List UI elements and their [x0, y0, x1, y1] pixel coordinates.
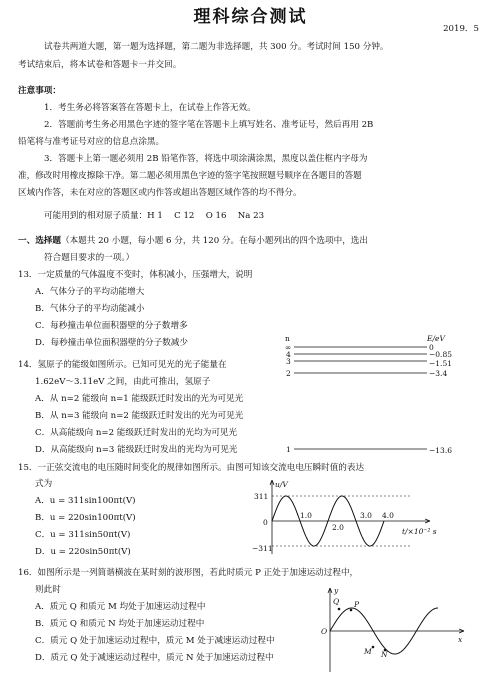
point-m-label: M [364, 647, 372, 656]
level-inf [285, 343, 434, 352]
level-n: 3 [286, 357, 291, 366]
q16-stem-1: 16．如图所示是一列简谐横波在某时刻的波形图，若此时质元 P 正处于加速运动过程中， [18, 568, 359, 578]
t-axis-label: t/×10⁻² s [402, 527, 437, 536]
q16-option-d[interactable]: D．质元 Q 处于减速运动过程中，质元 N 处于加速运动过程中 [35, 653, 274, 663]
tick-label: 1.0 [300, 511, 312, 520]
q16-stem-2: 则此时 [35, 585, 61, 595]
level-4 [286, 350, 452, 359]
q14-option-b[interactable]: B．从 n=3 能级向 n=2 能级跃迁时发出的光为可见光 [35, 411, 244, 421]
point-q-marker [338, 608, 341, 611]
diagram-e-label: E/eV [427, 334, 445, 343]
q15-option-c[interactable]: C．u = 311sin50πt(V) [35, 530, 131, 540]
notice-item-2b: 铅笔将与准考证号对应的信息点涂黑。 [18, 137, 165, 147]
notice-item-3b: 准，修改时用橡皮擦除干净。第二题必须用黑色字迹的签字笔按照题号顺序在各题目的答题 [18, 171, 362, 181]
notice-item-1: 1．考生务必将答案答在答题卡上，在试卷上作答无效。 [44, 103, 256, 113]
q15-option-d[interactable]: D．u = 220sin50πt(V) [35, 547, 131, 557]
q13-stem: 13．一定质量的气体温度不变时，体积减小，压强增大，说明 [18, 270, 253, 280]
q13-option-d[interactable]: D．每秒撞击单位面积器壁的分子数减少 [35, 338, 188, 348]
notice-item-3c: 区域内作答，未在对应的答题区或内作答或超出答题区域作答的均不得分。 [18, 188, 302, 198]
q15-option-b[interactable]: B．u = 220sin100πt(V) [35, 513, 136, 523]
min-label: −311 [252, 544, 273, 553]
max-label: 311 [254, 492, 269, 501]
tick-label: 3.0 [360, 511, 372, 520]
origin-label: O [321, 627, 328, 636]
tick-label: 4.0 [382, 511, 394, 520]
level-3 [286, 357, 452, 368]
page-title: 理科综合测试 [193, 7, 308, 27]
q15-option-a[interactable]: A．u = 311sin100πt(V) [35, 496, 136, 506]
origin-label: 0 [263, 518, 268, 527]
point-n-label: N [381, 650, 388, 659]
point-m-marker [372, 646, 375, 649]
q14-option-c[interactable]: C．从高能级向 n=2 能级跃迁时发出的光均为可见光 [35, 428, 238, 438]
level-n: ∞ [285, 343, 292, 352]
u-axis-label: u/V [275, 480, 288, 489]
q13-option-c[interactable]: C．每秒撞击单位面积器壁的分子数增多 [35, 321, 188, 331]
q16-option-c[interactable]: C．质元 Q 处于加速运动过程中，质元 M 处于减速运动过程中 [35, 636, 275, 646]
level-1 [286, 445, 452, 455]
section1-heading: 一、选择题 [18, 236, 61, 246]
point-p-marker [350, 609, 353, 612]
notice-heading: 注意事项： [18, 86, 61, 96]
q14-stem-2: 1.62eV～3.11eV 之间，由此可推出，氢原子 [35, 377, 211, 387]
intro-line-2: 考试结束后，将本试卷和答题卡一并交回。 [18, 60, 182, 70]
notice-item-3a: 3．答题卡上第一题必须用 2B 铅笔作答，将选中项涂满涂黑，黑度以盖住框内字母为 [44, 154, 368, 164]
exam-date: 2019．5 [443, 24, 479, 34]
q14-option-a[interactable]: A．从 n=2 能级向 n=1 能级跃迁时发出的光为可见光 [35, 394, 244, 404]
level-n: 4 [286, 350, 291, 359]
q13-option-b[interactable]: B．气体分子的平均动能减小 [35, 304, 145, 314]
diagram-n-label: n [285, 334, 290, 343]
level-e: −1.51 [429, 359, 452, 368]
q14-stem-1: 14．氢原子的能级如图所示。已知可见光的光子能量在 [18, 360, 227, 370]
point-p-label: P [354, 600, 360, 609]
atomic-masses: 可能用到的相对原子质量：H 1 C 12 O 16 Na 23 [44, 211, 265, 221]
q15-stem-1: 15．一正弦交流电的电压随时间变化的规律如图所示。由图可知该交流电电压瞬时值的表达 [18, 463, 365, 473]
y-axis-label: y [334, 586, 339, 595]
energy-level-diagram [282, 332, 482, 456]
level-n: 1 [286, 445, 291, 454]
section1-desc-2: 符合题目要求的一项。） [44, 253, 135, 263]
q15-stem-2: 式为 [35, 479, 53, 489]
level-e: −3.4 [429, 369, 448, 378]
q13-option-a[interactable]: A．气体分子的平均动能增大 [35, 287, 145, 297]
intro-line-1: 试卷共两道大题，第一题为选择题，第二题为非选择题，共 300 分。考试时间 150 分钟。 [44, 42, 389, 52]
section1-desc-1: （本题共 20 小题，每小题 6 分，共 120 分。在每小题列出的四个选项中，选出 [60, 236, 368, 246]
point-q-label: Q [333, 597, 340, 606]
q16-option-b[interactable]: B．质元 Q 和质元 N 均处于加速运动过程中 [35, 619, 205, 629]
level-e: 0 [429, 343, 434, 352]
x-axis-label: x [458, 635, 463, 644]
level-2 [286, 369, 447, 378]
transverse-wave-graph [318, 584, 468, 674]
ac-voltage-graph [252, 478, 477, 558]
level-e: −13.6 [429, 446, 452, 455]
level-e: −0.85 [429, 350, 452, 359]
level-n: 2 [286, 369, 291, 378]
section1-line-1 [18, 236, 484, 248]
q14-option-d[interactable]: D．从高能级向 n=3 能级跃迁时发出的光均为可见光 [35, 445, 238, 455]
q16-option-a[interactable]: A．质元 Q 和质元 M 均处于加速运动过程中 [35, 602, 206, 612]
notice-item-2a: 2．答题前考生务必用黑色字迹的签字笔在答题卡上填写姓名、准考证号，然后再用 2B [44, 120, 374, 130]
tick-label: 2.0 [332, 523, 344, 532]
